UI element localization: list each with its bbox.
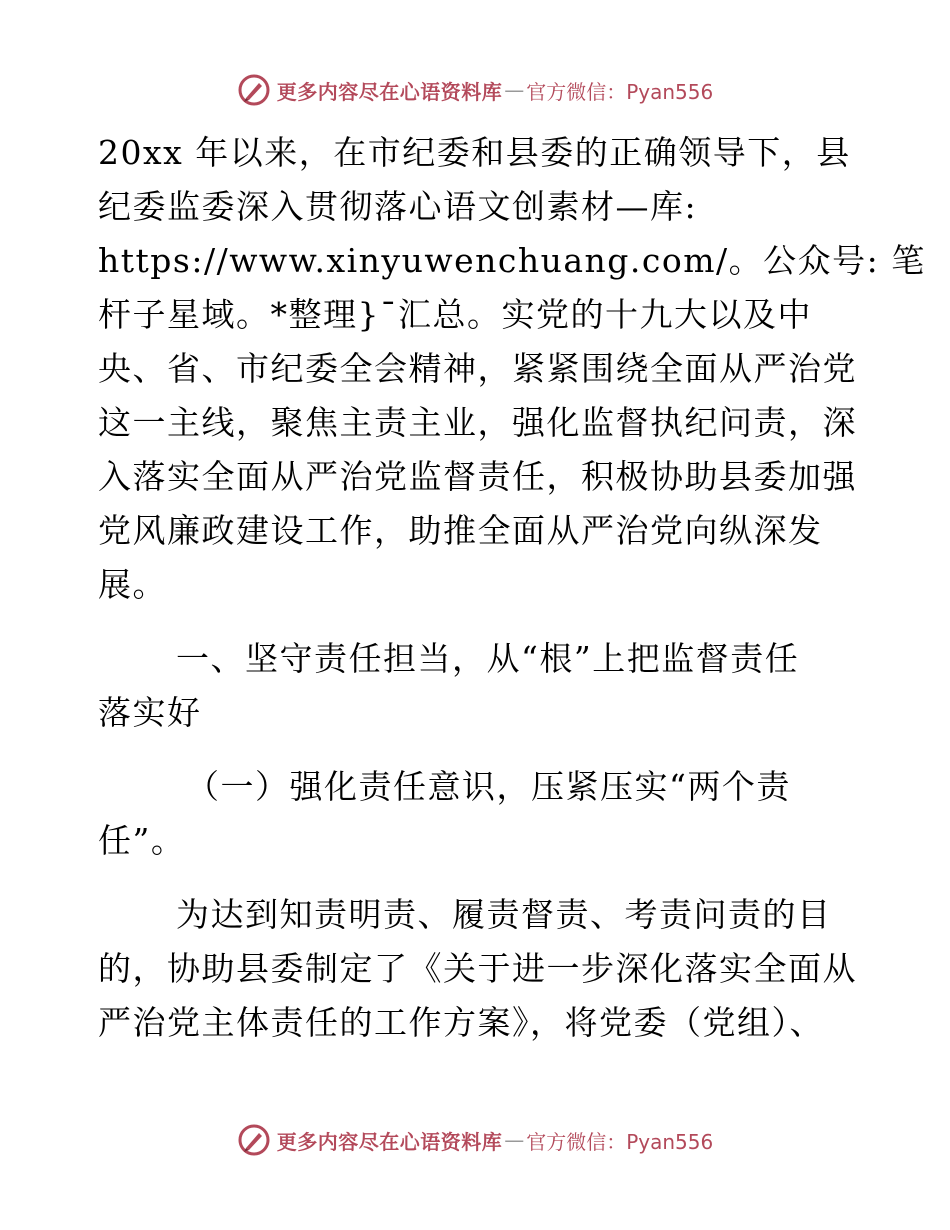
paragraph-two	[98, 888, 858, 1050]
text-line: 展。	[98, 565, 167, 604]
subheading-line: （一）强化责任意识，压紧压实“两个责	[186, 767, 791, 806]
heading-line: 一、坚守责任担当，从“根”上把监督责任	[176, 639, 800, 678]
text-line: 的，协助县委制定了《关于进一步深化落实全面从	[98, 949, 857, 988]
text-line: 央、省、市纪委全会精神，紧紧围绕全面从严治党	[98, 349, 857, 388]
document-body	[98, 126, 926, 1050]
text-line: 党风廉政建设工作，助推全面从严治党向纵深发	[98, 511, 823, 550]
section-heading	[98, 632, 858, 740]
text-line: 纪委监委深入贯彻落心语文创素材—库:	[98, 187, 698, 226]
banner-separator: —	[504, 1128, 525, 1152]
footer-banner	[0, 1120, 950, 1160]
heading-line: 落实好	[98, 693, 202, 732]
banner-contact-text: 官方微信：Pyan556	[526, 79, 714, 104]
text-line: https://www.xinyuwenchuang.com/。公众号: 笔	[98, 241, 926, 280]
text-line: 入落实全面从严治党监督责任，积极协助县委加强	[98, 457, 857, 496]
text-line: 20xx 年以来，在市纪委和县委的正确领导下，县	[98, 133, 851, 172]
banner-main-text: 更多内容尽在心语资料库	[276, 79, 503, 104]
banner-main-text: 更多内容尽在心语资料库	[276, 1129, 503, 1154]
subheading-line: 任”。	[98, 821, 186, 860]
text-line: 严治党主体责任的工作方案》，将党委（党组）、	[98, 1003, 824, 1042]
subsection-heading	[98, 760, 858, 868]
paragraph-intro	[98, 126, 926, 612]
pen-logo-icon	[237, 73, 271, 107]
text-line: 为达到知责明责、履责督责、考责问责的目	[176, 895, 832, 934]
text-line: 杆子星域。*整理}¯汇总。实党的十九大以及中	[98, 295, 812, 334]
header-banner	[0, 70, 950, 110]
banner-separator: —	[504, 78, 525, 102]
pen-logo-icon	[237, 1123, 271, 1157]
text-line: 这一主线，聚焦主责主业，强化监督执纪问责，深	[98, 403, 857, 442]
banner-contact-text: 官方微信：Pyan556	[526, 1129, 714, 1154]
